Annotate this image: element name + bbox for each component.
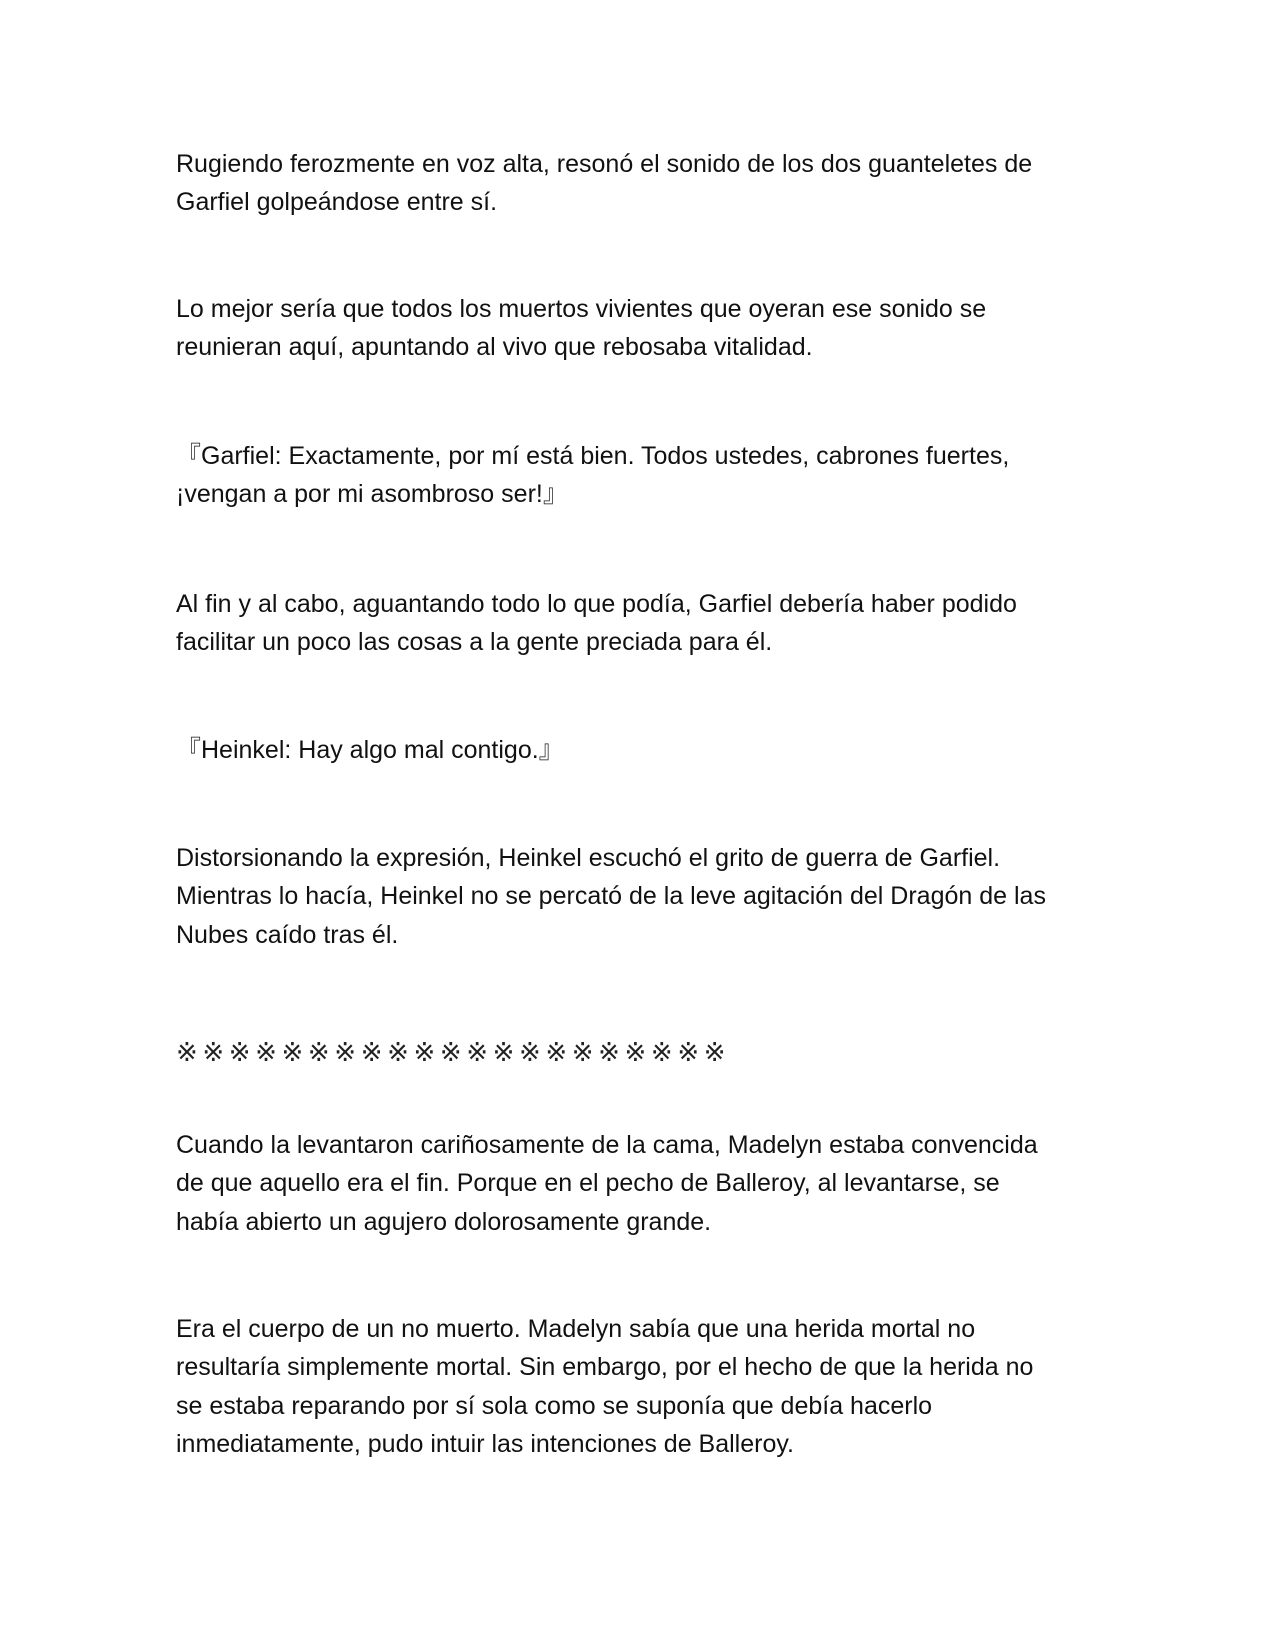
paragraph-8: [176, 1310, 1096, 1463]
paragraph-6: [176, 839, 1096, 954]
paragraph-line: reunieran aquí, apuntando al vivo que rebosaba vitalidad.: [176, 333, 813, 362]
paragraph-1: [176, 145, 1096, 222]
paragraph-2: [176, 290, 1096, 367]
scene-break-separator: ※※※※※※※※※※※※※※※※※※※※※: [176, 1038, 731, 1068]
paragraph-4: [176, 585, 1096, 662]
paragraph-line: Rugiendo ferozmente en voz alta, resonó el sonido de los dos guanteletes de: [176, 150, 1033, 178]
paragraph-line: Garfiel golpeándose entre sí.: [176, 188, 498, 217]
paragraph-line: Cuando la levantaron cariñosamente de la cama, Madelyn estaba convencida: [176, 1131, 1038, 1159]
paragraph-line: Lo mejor sería que todos los muertos vivientes que oyeran ese sonido se: [176, 295, 987, 323]
paragraph-line: de que aquello era el fin. Porque en el pecho de Balleroy, al levantarse, se: [176, 1169, 1000, 1198]
paragraph-line: Distorsionando la expresión, Heinkel escuchó el grito de guerra de Garfiel.: [176, 844, 1001, 872]
paragraph-line: había abierto un agujero dolorosamente grande.: [176, 1207, 712, 1236]
dialogue-heinkel: [176, 731, 1096, 769]
paragraph-7: [176, 1126, 1096, 1241]
paragraph-line: ¡vengan a por mi asombroso ser!』: [176, 480, 568, 509]
dialogue-garfiel: [176, 437, 1096, 514]
paragraph-line: inmediatamente, pudo intuir las intenciones de Balleroy.: [176, 1429, 794, 1458]
paragraph-line: 『Garfiel: Exactamente, por mí está bien. Todos ustedes, cabrones fuertes,: [176, 442, 1010, 470]
paragraph-line: 『Heinkel: Hay algo mal contigo.』: [176, 736, 564, 764]
paragraph-line: se estaba reparando por sí sola como se suponía que debía hacerlo: [176, 1391, 933, 1420]
paragraph-line: Nubes caído tras él.: [176, 920, 399, 949]
paragraph-line: facilitar un poco las cosas a la gente preciada para él.: [176, 628, 773, 657]
paragraph-line: Mientras lo hacía, Heinkel no se percató de la leve agitación del Dragón de las: [176, 882, 1046, 911]
paragraph-line: Era el cuerpo de un no muerto. Madelyn sabía que una herida mortal no: [176, 1315, 976, 1343]
paragraph-line: Al fin y al cabo, aguantando todo lo que podía, Garfiel debería haber podido: [176, 590, 1017, 618]
paragraph-line: resultaría simplemente mortal. Sin embargo, por el hecho de que la herida no: [176, 1353, 1034, 1382]
